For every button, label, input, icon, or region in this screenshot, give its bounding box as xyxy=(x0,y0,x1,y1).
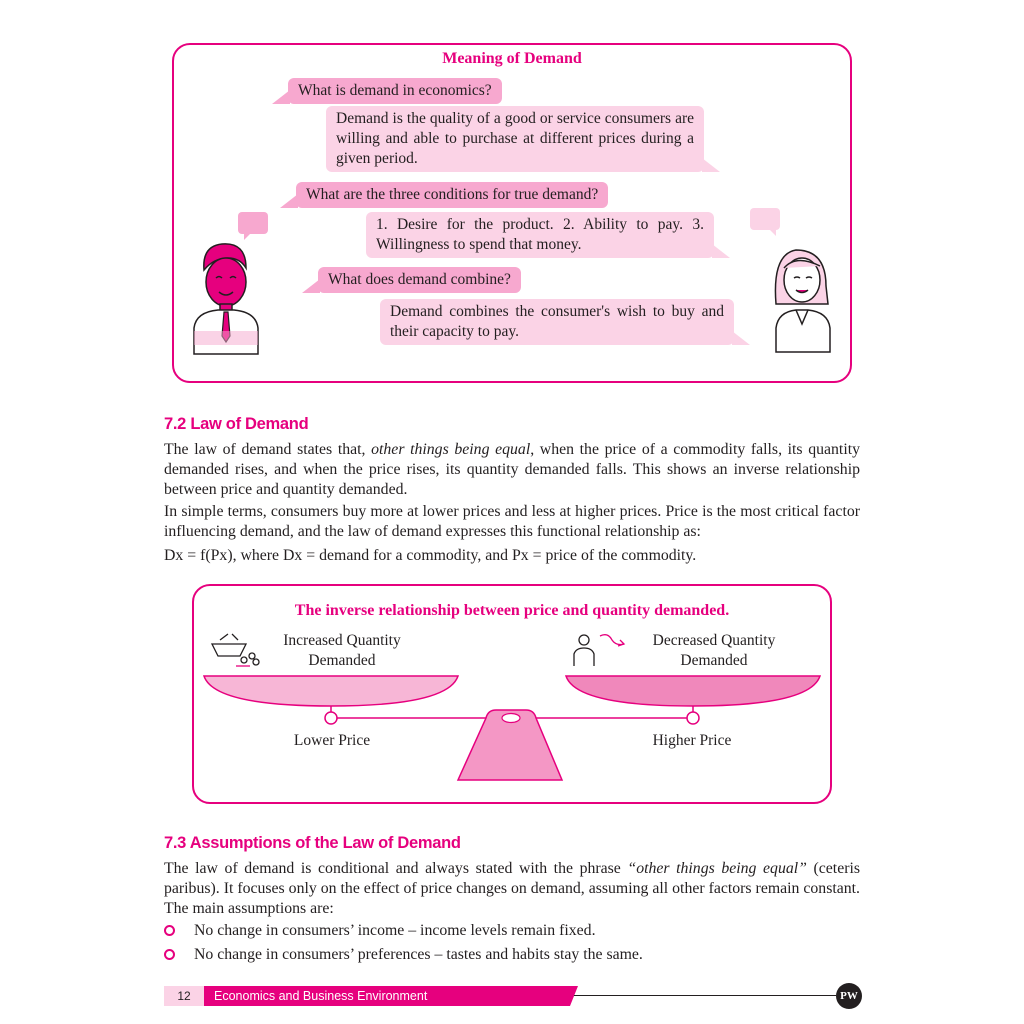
footer-rule xyxy=(574,995,836,996)
paragraph-text: The law of demand is conditional and always stated with the phrase xyxy=(164,860,628,877)
balance-title: The inverse relationship between price and quantity demanded. xyxy=(294,602,730,619)
shopping-basket-icon xyxy=(212,634,259,666)
question-text: What are the three conditions for true demand? xyxy=(306,186,599,203)
female-student-icon xyxy=(746,206,836,356)
left-pivot xyxy=(325,712,337,724)
question-bubble-2 xyxy=(296,182,608,208)
answer-text: Demand is the quality of a good or service consumers are willing and able to purchase at different prices during a given period. xyxy=(336,110,694,167)
consumer-down-arrow-icon xyxy=(574,635,624,666)
decreased-quantity-label: Decreased Quantity Demanded xyxy=(652,632,776,669)
question-text: What does demand combine? xyxy=(328,271,511,288)
answer-text: Demand combines the consumer's wish to buy and their capacity to pay. xyxy=(390,303,724,340)
circle-bullet-icon xyxy=(164,949,175,960)
answer-bubble-2 xyxy=(366,212,714,258)
higher-price-label: Higher Price xyxy=(652,732,732,749)
page-number: 12 xyxy=(164,986,204,1006)
right-scale-pan xyxy=(566,676,820,706)
paragraph-text: (ceteris paribus). It focuses only on the effect of price changes on demand, assuming all other factors remain constant. The main assumptions are: xyxy=(164,860,860,917)
book-title: Economics and Business Environment xyxy=(214,989,428,1003)
law-of-demand-paragraph-1 xyxy=(164,440,860,500)
left-scale-pan xyxy=(204,676,458,706)
bullet-text: No change in consumers’ income – income levels remain fixed. xyxy=(194,922,596,939)
question-text: What is demand in economics? xyxy=(298,82,492,99)
question-bubble-3 xyxy=(318,267,521,293)
paragraph-text: The law of demand states that, xyxy=(164,441,372,458)
right-pivot xyxy=(687,712,699,724)
question-bubble-1 xyxy=(288,78,502,104)
male-student-icon xyxy=(188,208,272,356)
demand-function-formula: Dx = f(Px), where Dx = demand for a commodity, and Px = price of the commodity. xyxy=(164,547,697,564)
section-7-3-heading: 7.3 Assumptions of the Law of Demand xyxy=(164,834,461,852)
law-of-demand-paragraph-2: In simple terms, consumers buy more at lower prices and less at higher prices. Price is the most critical factor influencing demand, and the law of demand expresses this functional relationship as: xyxy=(164,503,860,540)
assumption-bullet-2 xyxy=(164,945,643,965)
publisher-logo-icon: PW xyxy=(836,983,862,1009)
lower-price-label: Lower Price xyxy=(293,732,371,749)
increased-quantity-label: Increased Quantity Demanded xyxy=(283,632,401,669)
dialog-title: Meaning of Demand xyxy=(442,50,582,67)
paragraph-emphasis: other things being equal xyxy=(371,441,531,458)
assumptions-paragraph xyxy=(164,859,860,919)
answer-text: 1. Desire for the product. 2. Ability to pay. 3. Willingness to spend that money. xyxy=(376,216,704,253)
answer-bubble-1 xyxy=(326,106,704,172)
section-7-2-heading: 7.2 Law of Demand xyxy=(164,415,309,433)
circle-bullet-icon xyxy=(164,925,175,936)
paragraph-text: , when the price of a commodity falls, its quantity demanded rises, and when the price rises, its quantity demanded falls. This shows an inverse relationship between price and quantity demanded. xyxy=(164,441,860,498)
answer-bubble-3 xyxy=(380,299,734,345)
paragraph-emphasis: “other things being equal” xyxy=(627,860,807,877)
assumption-bullet-1 xyxy=(164,921,596,941)
bullet-text: No change in consumers’ preferences – tastes and habits stay the same. xyxy=(194,946,643,963)
balance-scale-diagram xyxy=(200,630,830,790)
